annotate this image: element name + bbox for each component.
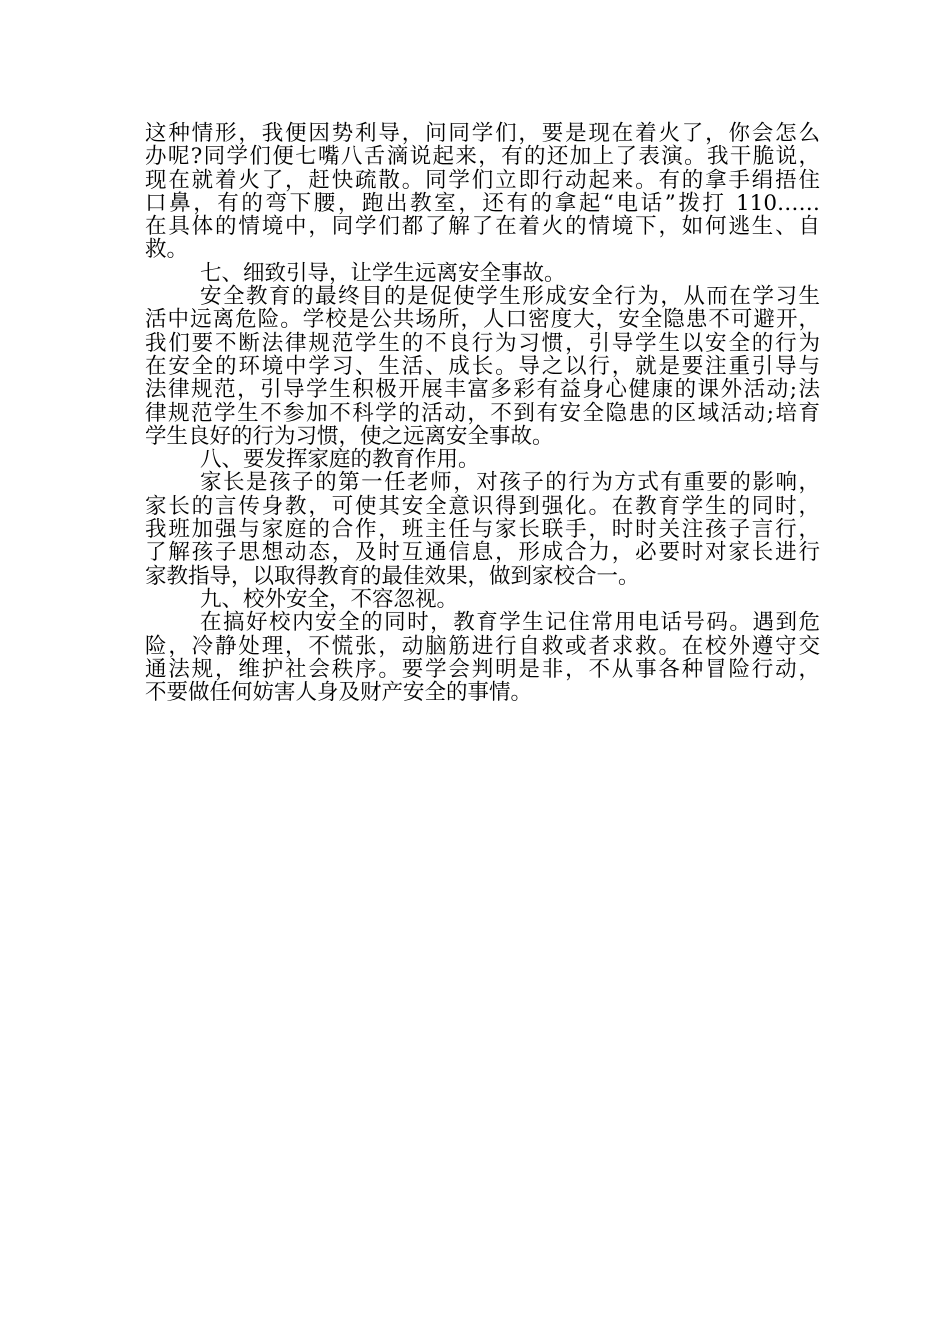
text-line: 在具体的情境中，同学们都了解了在着火的情境下，如何逃生、自	[145, 214, 820, 240]
text-line: 安全教育的最终目的是促使学生形成安全行为，从而在学习生	[200, 284, 820, 310]
text-line: 律规范学生不参加不科学的活动，不到有安全隐患的区域活动;培育	[145, 400, 820, 426]
text-line: 救。	[145, 237, 189, 263]
text-line: 活中远离危险。学校是公共场所，人口密度大，安全隐患不可避开，	[145, 307, 820, 333]
text-line: 了解孩子思想动态，及时互通信息，形成合力，必要时对家长进行	[145, 540, 820, 566]
text-line: 学生良好的行为习惯，使之远离安全事故。	[145, 423, 554, 449]
text-line: 不要做任何妨害人身及财产安全的事情。	[145, 680, 533, 706]
text-line: 这种情形，我便因势利导，问同学们，要是现在着火了，你会怎么	[145, 121, 820, 146]
text-line: 口鼻，有的弯下腰，跑出教室，还有的拿起“电话”拨打 110……	[145, 190, 820, 216]
text-line: 家教指导，以取得教育的最佳效果，做到家校合一。	[145, 563, 640, 589]
text-line: 在安全的环境中学习、生活、成长。导之以行，就是要注重引导与	[145, 353, 820, 379]
section-heading: 九、校外安全，不容忽视。	[200, 586, 459, 612]
section-heading: 八、要发挥家庭的教育作用。	[200, 447, 480, 473]
text-line: 家长是孩子的第一任老师，对孩子的行为方式有重要的影响，	[200, 470, 820, 496]
text-line: 家长的言传身教，可使其安全意识得到强化。在教育学生的同时，	[145, 493, 820, 519]
text-line: 险，冷静处理，不慌张，动脑筋进行自救或者求救。在校外遵守交	[145, 633, 820, 659]
text-line: 在搞好校内安全的同时，教育学生记住常用电话号码。遇到危	[200, 610, 820, 636]
text-line: 现在就着火了，赶快疏散。同学们立即行动起来。有的拿手绢捂住	[145, 167, 820, 193]
section-heading: 七、细致引导，让学生远离安全事故。	[200, 260, 566, 286]
text-line: 我班加强与家庭的合作，班主任与家长联手，时时关注孩子言行，	[145, 517, 820, 543]
text-line: 我们要不断法律规范学生的不良行为习惯，引导学生以安全的行为	[145, 330, 820, 356]
text-line: 办呢?同学们便七嘴八舌滴说起来，有的还加上了表演。我干脆说，	[145, 144, 820, 170]
text-line: 法律规范，引导学生积极开展丰富多彩有益身心健康的课外活动;法	[145, 377, 820, 403]
document-body	[145, 122, 820, 704]
text-line: 通法规，维护社会秩序。要学会判明是非，不从事各种冒险行动，	[145, 656, 820, 682]
